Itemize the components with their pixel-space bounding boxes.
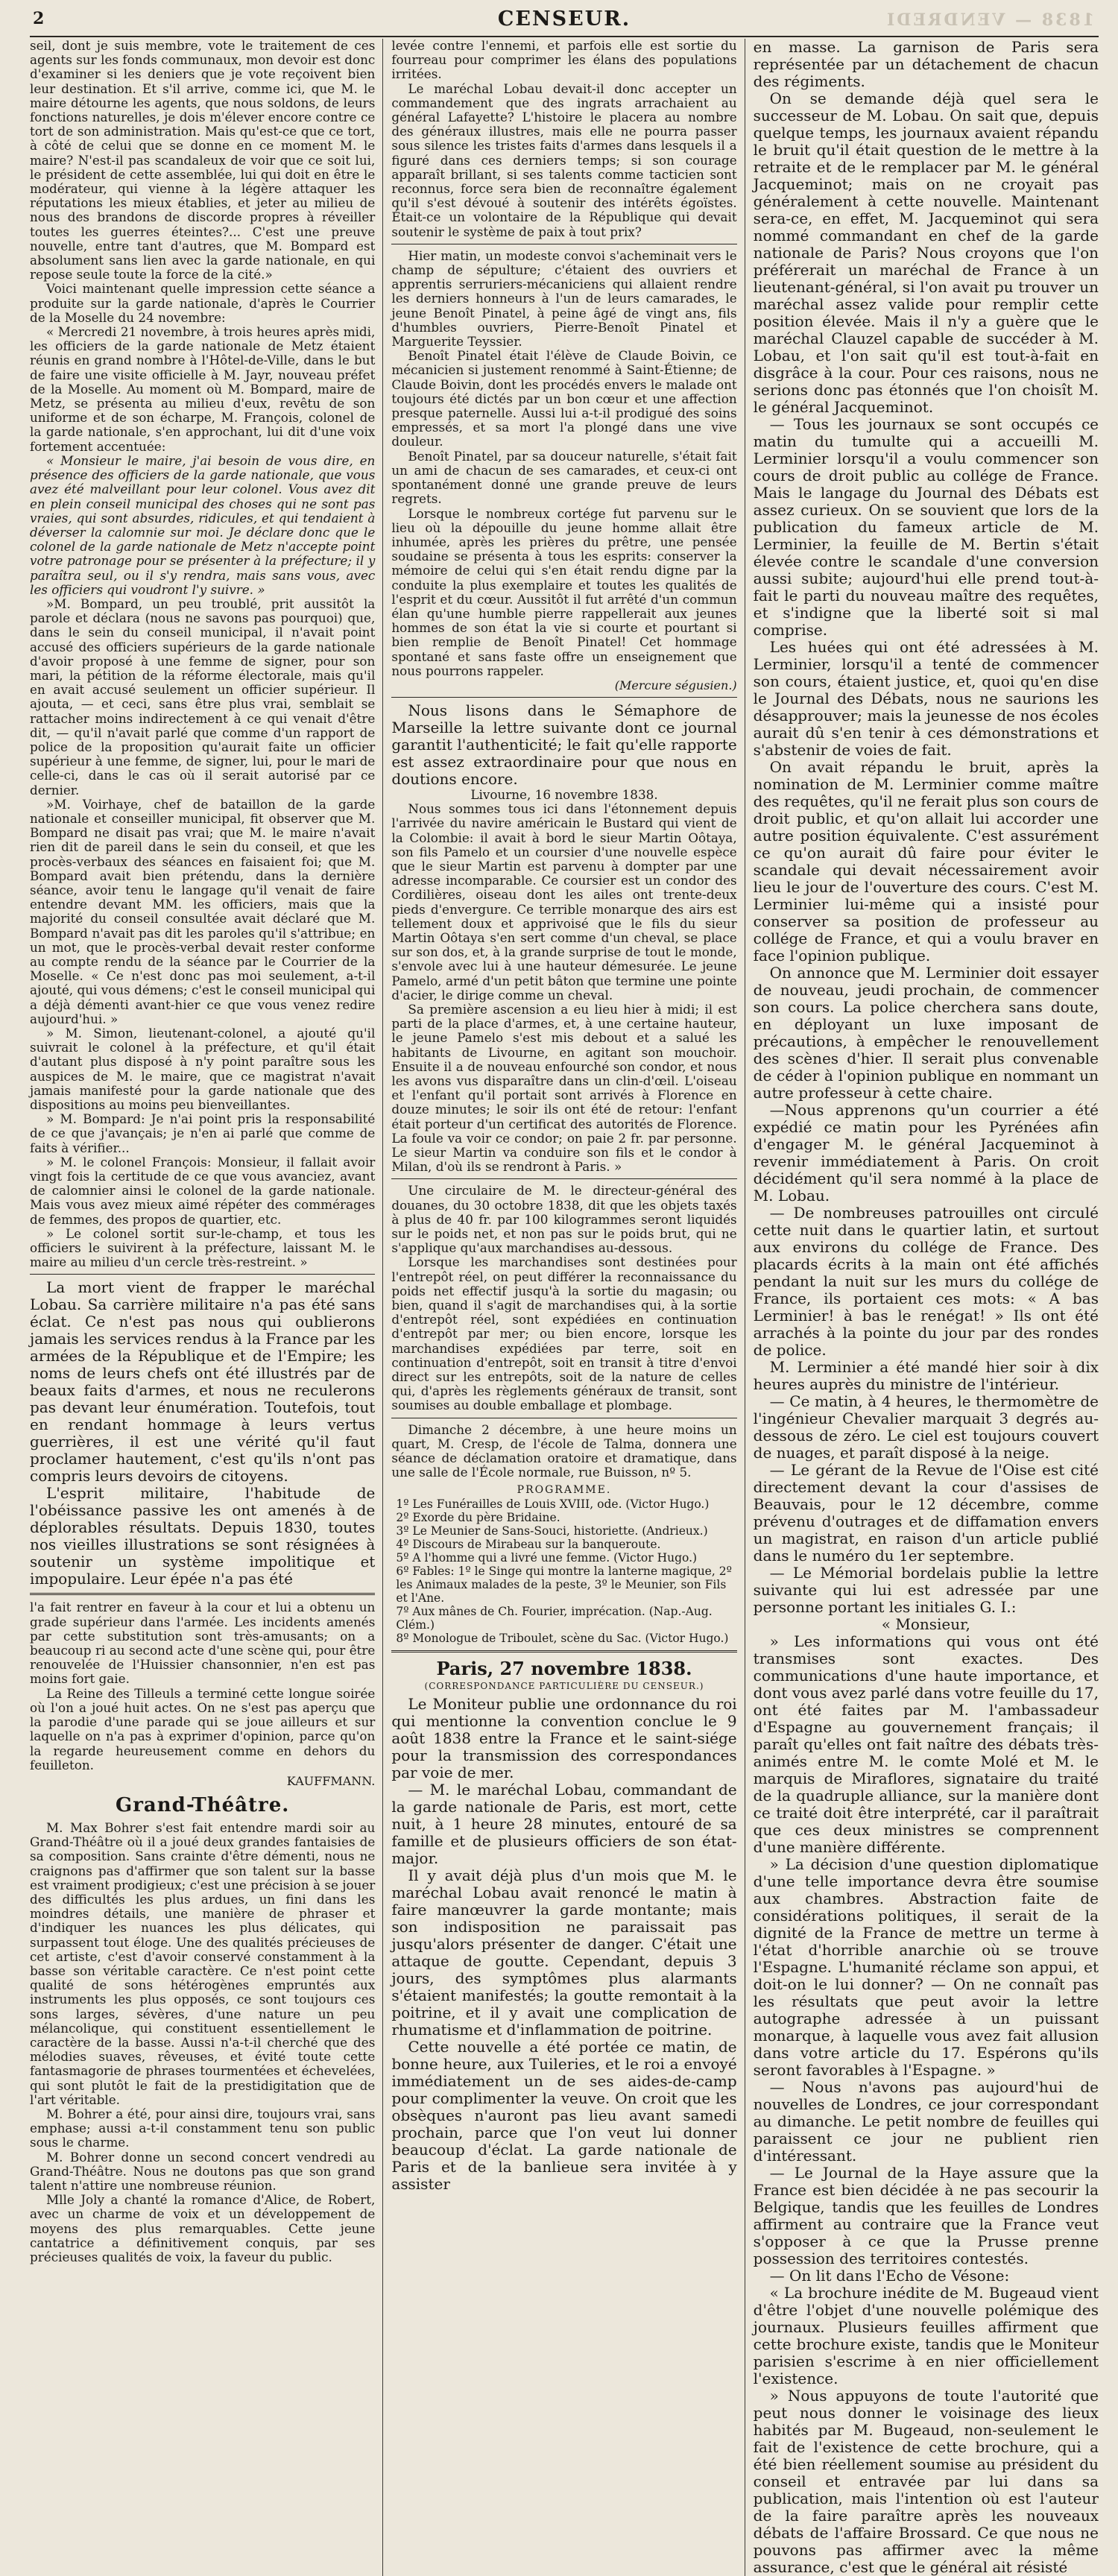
program-item: 1º Les Funérailles de Louis XVIII, ode. (Victor Hugo.): [396, 1497, 710, 1512]
paragraph: Cette nouvelle a été portée ce matin, de bonne heure, aux Tuileries, et le roi a envoyé immédiatement un de ses aides-de-camp pour complimenter la veuve. On croit que les obsèques n'auront pas lieu avant samedi prochain, parce que l'on veut lui donner beaucoup d'éclat. La garde nationale de Paris et de la banlieue sera invitée à y assister: [391, 2038, 737, 2194]
paragraph: Une circulaire de M. le directeur-général des douanes, du 30 octobre 1838, dit que les objets taxés à plus de 40 fr. par 100 kilogrammes seront liquidés sur le poids net, et non pas sur le poids brut, qui ne s'applique qu'aux marchandises au-dessous.: [391, 1183, 737, 1256]
paragraph: — Le Mémorial bordelais publie la lettre suivante qui lui est adressée par une personne portant les initiales G. I.:: [753, 1564, 1099, 1616]
paragraph: — On lit dans l'Echo de Vésone:: [769, 2267, 1010, 2285]
paragraph: Les huées qui ont été adressées à M. Lerminier, lorsqu'il a tenté de commencer son cours, étaient justice, et, quoi qu'en dise le Journal des Débats, nous ne saurions les désapprouver; mais la jeunesse de nos écoles aurait dû s'en tenir à ces démonstrations et s'abstenir de voies de fait.: [753, 638, 1099, 759]
correspondence-subhead: (CORRESPONDANCE PARTICULIÈRE DU CENSEUR.): [424, 1681, 704, 1692]
paragraph: Le maréchal Lobau devait-il donc accepter un commandement que des ingrats arrachaient au général Lafayette? L'histoire le placera au nombre des généraux illustres, mais elle ne pourra passer sous silence les tristes faits d'armes dans lesquels il a figuré dans ces derniers temps; si son courage apparaît brillant, si ses talents comme tacticien sont reconnus, force sera bien de reconnaître également qu'il s'est dévoué à soutenir des intérêts égoïstes. Était-ce un volontaire de la République qui devait soutenir le système de paix à tout prix?: [391, 80, 737, 239]
divider: [391, 1178, 736, 1179]
paragraph: — Le Journal de la Haye assure que la France est bien décidée à ne pas secourir la Belgique, tandis que les feuilles de Londres affirment au contraire que la France veut s'opposer à ce que la Prusse prenne possession des territoires contestés.: [753, 2164, 1099, 2267]
paragraph: — Nous n'avons pas aujourd'hui de nouvelles de Londres, ce jour correspondant au dimanche. Le petit nombre de feuilles qui paraissent ce jour ne publient rien d'intéressant.: [753, 2078, 1099, 2165]
paragraph: »M. Bompard, un peu troublé, prit aussitôt la parole et déclara (nous ne savons pas pourquoi) que, dans le sein du conseil municipal, il n'avait point accusé des officiers supérieurs de la garde nationale d'avoir proposé à une femme de signer, pour son mari, la pétition de la réforme électorale, mais qu'il en avait accusé seulement un officier supérieur. Il ajouta, — et ceci, sans être plus vrai, semblait se rattacher moins indirectement à ce qui venait d'être dit, — qu'il n'avait parlé que comme d'un rapport de police de la proposition qu'aurait faite un officier supérieur à une femme, de signer, lui, pour le mari de celle-ci, dans le cas où il serait autorisé par ce dernier.: [30, 596, 376, 798]
paragraph: On se demande déjà quel sera le successeur de M. Lobau. On sait que, depuis quelque temps, les journaux avaient répandu le bruit qu'il était question de le mettre à la retraite et de le remplacer par M. le général Jacqueminot; mais on ne croyait pas généralement à cette nouvelle. Maintenant sera-ce, en effet, M. Jacqueminot qui sera nommé commandant en chef de la garde nationale de Paris? Nous croyons que l'on préférerait un maréchal de France à un lieutenant-général, si l'on avait pu trouver un maréchal assez valide pour remplir cette position élevée. Mais il n'y a guère que le maréchal Clauzel capable de succéder à M. Lobau, et l'on sait qu'il est tout-à-fait en disgrâce à la cour. Pour ces raisons, nous ne serions donc pas étonnés que l'on choisît M. le général Jacqueminot.: [753, 89, 1099, 416]
program-item: 2º Exorde du père Bridaine.: [396, 1511, 560, 1525]
section-title: Grand-Théâtre.: [116, 1793, 290, 1816]
paragraph: M. Max Bohrer s'est fait entendre mardi soir au Grand-Théâtre où il a joué deux grandes fantaisies de sa composition. Sans crainte d'être démenti, nous ne craignons pas d'affirmer que son talent sur la basse est vraiment prodigieux; c'est une précision à se jouer des difficultés les plus ardues, un fini dans les moindres détails, une manière de phraser et d'indiquer les nuances les plus délicates, qui surpassent tout éloge. Une des qualités précieuses de cet artiste, c'est d'avoir conservé constamment à la basse son véritable caractère. Ce n'est point cette qualité de sons hétérogènes empruntés aux instruments les plus opposés, ce sont toujours ces sons larges, sévères, d'une nature un peu mélancolique, qui constituent essentiellement le caractère de la basse. Aussi n'a-t-il cherché que des mélodies suaves, rêveuses, et évité toute cette fantasmagorie de phrases tourmentées et échevelées, qui sont plutôt le fait de la prestidigitation que de l'art véritable.: [30, 1819, 376, 2107]
columns: [30, 38, 1099, 2576]
paragraph: —Nous apprenons qu'un courrier a été expédié ce matin pour les Pyrénées afin d'engager M. le général Jacqueminot à revenir immédiatement à Paris. On croit décidément qu'il sera nommé à la place de M. Lobau.: [753, 1101, 1099, 1205]
show-through-text: 1838 — VENDREDI: [885, 10, 1094, 30]
paragraph: — De nombreuses patrouilles ont circulé cette nuit dans le quartier latin, et surtout aux environs du collége de France. Des placards écrits à la main ont été affichés pendant la nuit sur les murs du collége de France, ils portaient ces mots: « A bas Lerminier! à bas le renégat! » Ils ont été arrachés à la pointe du jour par des rondes de police.: [753, 1204, 1099, 1359]
paragraph: Sa première ascension a eu lieu hier à midi; il est parti de la place d'armes, et, à une certaine hauteur, le jeune Pamelo s'est mis debout et a salué les habitants de Livourne, en agitant son mouchoir. Ensuite il a de nouveau enfourché son condor, et nous les avons vus disparaître dans un clin-d'œil. L'oiseau et l'enfant qu'il portait sont arrivés à Florence en douze minutes; le soir ils ont été de retour: l'enfant était porteur d'un certificat des autorités de Florence. La foule va voir ce condor; on paie 2 fr. par personne. Le sieur Martin va conduire son fils et le condor à Milan, d'où ils se rendront à Paris. »: [391, 1001, 737, 1175]
paragraph: On avait répandu le bruit, après la nomination de M. Lerminier comme maître des requêtes, qu'il ne ferait plus son cours de droit public, et qu'on allait lui accorder une autre position équivalente. C'est assurément ce qu'on aurait dû faire pour éviter le scandale qui devait nécessairement avoir lieu le jour de l'ouverture des cours. C'est M. Lerminier lui-même qui a insisté pour conserver sa position de professeur au collége de France, et qui a voulu braver en face l'opinion publique.: [753, 758, 1099, 965]
paragraph: Lorsque les marchandises sont destinées pour l'entrepôt réel, on peut différer la reconnaissance du poids net effectif jusqu'à la sortie du magasin; ou bien, quand il s'agit de marchandises qui, à la sortie d'entrepôt réel, sont expédiées en continuation d'entrepôt par mer; ou bien encore, lorsque les marchandises expédiées par terre, soit en continuation d'entrepôt, soit en transit à titre d'envoi direct sur les entrepôts, soit de la nature de celles qui, d'après les règlements généraux de transit, sont soumises au double emballage et plombage.: [391, 1254, 737, 1413]
paragraph: Mlle Joly a chanté la romance d'Alice, de Robert, avec un charme de voix et un développement de moyens des plus remarquables. Cette jeune cantatrice a définitivement conquis, par ses précieuses qualités de voix, la faveur du public.: [30, 2192, 376, 2264]
paragraph: « Mercredi 21 novembre, à trois heures après midi, les officiers de la garde nationale de Metz étaient réunis en grand nombre à l'Hôtel-de-Ville, dans le but de faire une visite officielle à M. Jayr, nouveau préfet de la Moselle. Au moment où M. Bompard, maire de Metz, se présenta au milieu d'eux, revêtu de son uniforme et de son écharpe, M. François, colonel de la garde nationale, s'en approchant, lui dit d'une voix fortement accentuée:: [30, 324, 376, 454]
paragraph: — Le gérant de la Revue de l'Oise est cité directement devant la cour d'assises de Beauvais, pour le 12 décembre, comme prévenu d'outrages et de diffamation envers un magistrat, en raison d'un article publié dans le numéro du 1er septembre.: [753, 1461, 1099, 1565]
program-item: 4º Discours de Mirabeau sur la banqueroute.: [396, 1538, 661, 1552]
paragraph: La Reine des Tilleuls a terminé cette longue soirée où l'on a joué huit actes. On ne s'est pas aperçu que la parodie d'une parade qui se joue ailleurs et sur laquelle on n'a pas à exprimer d'opinion, parce qu'on la regarde heureusement comme en dehors du feuilleton.: [30, 1685, 376, 1772]
paragraph: » Les informations qui vous ont été transmises sont exactes. Des communications d'une haute importance, et dont vous avez parlé dans votre feuille du 17, ont été faites par M. l'ambassadeur d'Espagne au gouvernement français; il paraît qu'elles ont fait naître des débats très-animés entre M. le comte Molé et M. le marquis de Miraflores, signataire du traité de la quadruple alliance, sur la manière dont ce traité doit être interprété, car il paraîtrait que ces deux ministres se comprennent d'une manière différente.: [753, 1632, 1099, 1856]
paragraph: » Le colonel sortit sur-le-champ, et tous les officiers le suivirent à la préfecture, laissant M. le maire au milieu d'un cercle très-restreint. »: [30, 1225, 376, 1270]
paragraph: Lorsque le nombreux cortége fut parvenu sur le lieu où la dépouille du jeune homme allait être inhumée, après les prières du prêtre, une pensée soudaine se présenta à tous les esprits: conserver la mémoire de celui qui s'en était rendu digne par la conduite la plus exemplaire et toutes les qualités de l'esprit et du cœur. Aussitôt il fut arrêté d'un commun élan qu'une humble pierre rappellerait aux jeunes hommes de son état la vie si courte et pourtant si bien remplie de Benoît Pinatel! Cet hommage spontané et sans faste offre un enseignement que nous pourrons rappeler.: [391, 505, 737, 678]
paragraph: — M. le maréchal Lobau, commandant de la garde nationale de Paris, est mort, cette nuit, à 1 heure 28 minutes, entouré de sa famille et de plusieurs officiers de son état-major.: [391, 1781, 737, 1868]
paragraph: Voici maintenant quelle impression cette séance a produite sur la garde nationale, d'après le Courrier de la Moselle du 24 novembre:: [30, 281, 376, 325]
paragraph: » M. Bompard: Je n'ai point pris la responsabilité de ce que j'avançais; je n'en ai parlé que comme de faits à vérifier...: [30, 1111, 376, 1155]
paragraph: » M. le colonel François: Monsieur, il fallait avoir vingt fois la certitude de ce que vous avanciez, avant de calomnier ainsi le colonel de la garde nationale. Mais vous avez mieux aimé répéter des commérages de femmes, des propos de quartier, etc.: [30, 1154, 376, 1227]
letter-salutation: « Monsieur,: [881, 1615, 970, 1633]
program-item: 3º Le Meunier de Sans-Souci, historiette. (Andrieux.): [396, 1524, 708, 1538]
paragraph: — Tous les journaux se sont occupés ce matin du tumulte qui a accueilli M. Lerminier lorsqu'il a voulu commencer son cours de droit public au collége de France. Mais le langage du Journal des Débats est assez curieux. On se souvient que lors de la publication du fameux article de M. Lerminier, la feuille de M. Bertin s'était élevée contre le scandale d'une conversion aussi subite; aujourd'hui elle prend tout-à-fait le parti du nouveau maître des requêtes, et s'indigne que la liberté soit si mal comprise.: [753, 415, 1099, 639]
newspaper-title: CENSEUR.: [497, 7, 631, 31]
program-item: 8º Monologue de Triboulet, scène du Sac. (Victor Hugo.): [396, 1632, 729, 1646]
program-item: 5º A l'homme qui a livré une femme. (Victor Hugo.): [396, 1551, 698, 1565]
paragraph: » M. Simon, lieutenant-colonel, a ajouté qu'il suivrait le colonel à la préfecture, et qu'il était d'autant plus disposé à n'y point paraître sous les auspices de M. le maire, que ce magistrat n'avait jamais manifesté pour la garde nationale que des dispositions au moins peu bienveillantes.: [30, 1026, 376, 1113]
paragraph: On annonce que M. Lerminier doit essayer de nouveau, jeudi prochain, de commencer son cours. La police cherchera sans doute, en déployant un luxe imposant de précautions, à empêcher le renouvellement des scènes d'hier. Il serait plus convenable de céder à l'opinion publique en nommant un autre professeur à cette chaire.: [753, 964, 1099, 1102]
paris-date-heading: Paris, 27 novembre 1838.: [436, 1658, 692, 1680]
column-3: [754, 39, 1099, 2576]
paragraph: M. Bohrer a été, pour ainsi dire, toujours vrai, sans emphase; aussi a-t-il constamment tenu son public sous le charme.: [30, 2106, 376, 2150]
paragraph: « Monsieur le maire, j'ai besoin de vous dire, en présence des officiers de la garde nationale, que vous avez été malveillant pour leur colonel. Vous avez dit en plein conseil municipal des choses qui ne sont pas vraies, qui sont absurdes, ridicules, et qui tendaient à déverser la calomnie sur moi. Je déclare donc que le colonel de la garde nationale de Metz n'accepte point votre patronage pour se présenter à la préfecture; il y paraîtra seul, ou il s'y rendra, mais sans vous, avec les officiers qui voudront l'y suivre. »: [30, 452, 376, 597]
paragraph: La mort vient de frapper le maréchal Lobau. Sa carrière militaire n'a pas été sans éclat. Ce n'est pas nous qui oublierons jamais les services rendus à la France par les armées de la République et de l'Empire; les noms de leurs chefs ont été illustrés par de beaux faits d'armes, et nous ne reculerons pas devant leur énumération. Toutefois, tout en rendant hommage à leurs vertus guerrières, il est une vérité qu'il faut proclamer hautement, c'est qu'ils n'ont pas compris leurs devoirs de citoyens.: [30, 1278, 376, 1486]
paragraph: L'esprit militaire, l'habitude de l'obéissance passive les ont amenés à de déplorables résultats. Depuis 1830, toutes nos vieilles illustrations se sont résignées à soutenir un système impolitique et impopulaire. Leur épée n'a pas été: [30, 1484, 376, 1588]
paragraph: « La brochure inédite de M. Bugeaud vient d'être l'objet d'une nouvelle polémique des journaux. Plusieurs feuilles affirment que cette brochure existe, tandis que le Moniteur parisien s'escrime à en nier officiellement l'existence.: [753, 2284, 1099, 2387]
program-list: [391, 1497, 736, 1645]
program-item: 7º Aux mânes de Ch. Fourier, imprécation. (Nap.-Aug. Clém.): [396, 1605, 713, 1632]
feuilleton-divider: [30, 1593, 375, 1595]
divider: [391, 697, 736, 698]
dateline: Livourne, 16 novembre 1838.: [470, 786, 658, 802]
paragraph: Nous lisons dans le Sémaphore de Marseille la lettre suivante dont ce journal garantit l'authenticité; le fait qu'elle rapporte est assez extraordinaire pour que nous en doutions encore.: [391, 701, 737, 788]
paragraph: » La décision d'une question diplomatique d'une telle importance devra être soumise aux chambres. Abstraction faite de considérations politiques, il serait de la dignité de la France de mettre un terme à l'état d'horrible anarchie où se trouve l'Espagne. L'humanité réclame son appui, et doit-on le lui donner? — On ne connaît pas les résultats que peut avoir la lettre autographe adressée à un puissant monarque, à laquelle vous avez fait allusion dans votre article du 17. Espérons qu'ils seront favorables à l'Espagne. »: [753, 1855, 1099, 2079]
paragraph: seil, dont je suis membre, vote le traitement de ces agents sur les fonds communaux, mon devoir est donc d'examiner si les deniers que je vote reçoivent bien leur destination. Et s'il arrive, comme ici, que M. le maire détourne les agents, que nous soldons, de leurs fonctions naturelles, je dois m'élever encore contre ce tort de son administration. Mais qu'est-ce que ce tort, à côté de celui que se donne en ce moment M. le maire? N'est-il pas scandaleux de voir que ce soit lui, le président de cette assemblée, lui qui doit en être le modérateur, qui vienne à la légère attaquer les réputations les mieux établies, et jeter au milieu de nous des brandons de discorde propres à réveiller toutes les guerres éteintes?... C'est une preuve nouvelle, entre tant d'autres, que M. Bompard est absolument sans lien avec la garde nationale, en qui repose seule toute la force de la cité.»: [30, 38, 376, 282]
source-credit: (Mercure ségusien.): [614, 678, 737, 692]
masthead: [30, 7, 1099, 37]
column-2: [391, 39, 736, 2576]
paragraph: levée contre l'ennemi, et parfois elle est sortie du fourreau pour comprimer les élans des populations irritées.: [391, 38, 737, 82]
paragraph: Benoît Pinatel, par sa douceur naturelle, s'était fait un ami de chacun de ses camarades, et ceux-ci ont spontanément donné une grande preuve de leurs regrets.: [391, 448, 737, 507]
divider: [391, 1650, 736, 1652]
paragraph: Nous sommes tous ici dans l'étonnement depuis l'arrivée du navire américain le Bustard qui vient de la Colombie: il avait à bord le sieur Martin Oôtaya, son fils Pamelo et un coursier d'une nouvelle espèce que le sieur Martin est parvenu à dompter par une adresse incomparable. Ce coursier est un condor des Cordilières, oiseau dont les ailes ont trente-deux pieds d'envergure. Ce terrible monarque des airs est tellement doux et apprivoisé que le fils du sieur Martin Oôtaya s'en sert comme d'un cheval, se place sur son dos, et, à la grande surprise de tout le monde, s'envole avec lui à une hauteur démesurée. Le jeune Pamelo, armé d'un petit bâton que termine une pointe d'acier, le dirige comme un cheval.: [391, 801, 737, 1003]
paragraph: l'a fait rentrer en faveur à la cour et lui a obtenu un grade supérieur dans l'armée. Les incidents amenés par cette substitution sont très-amusants; on a beaucoup ri au second acte d'une scène qui, pour être renouvelée de l'Huissier chansonnier, n'en est pas moins fort gaie.: [30, 1600, 376, 1687]
program-heading: PROGRAMME.: [517, 1484, 612, 1497]
program-item: 6º Fables: 1º le Singe qui montre la lanterne magique, 2º les Animaux malades de la peste, 3º le Meunier, son Fils et l'Ane.: [396, 1565, 732, 1606]
paragraph: Il y avait déjà plus d'un mois que M. le maréchal Lobau avait renoncé le matin à faire manœuvrer la garde montante; mais son indisposition ne paraissait pas jusqu'alors présenter de danger. C'était une attaque de goutte. Cependant, depuis 3 jours, des symptômes plus alarmants s'étaient manifestés; la goutte remontait à la poitrine, et il y avait une complication de rhumatisme et d'inflammation de poitrine.: [391, 1866, 737, 2039]
paragraph: — Ce matin, à 4 heures, le thermomètre de l'ingénieur Chevalier marquait 3 degrés au-dessous de zéro. Le ciel est toujours couvert de nuages, et paraît disposé à la neige.: [753, 1392, 1099, 1462]
divider: [30, 1274, 375, 1275]
paragraph: en masse. La garnison de Paris sera représentée par un détachement de chacun des régiments.: [753, 38, 1099, 90]
paragraph: Dimanche 2 décembre, à une heure moins un quart, M. Cresp, de l'école de Talma, donnera une séance de déclamation oratoire et dramatique, dans une salle de l'École normale, rue Buisson, nº 5.: [391, 1421, 737, 1480]
paragraph: »M. Voirhaye, chef de bataillon de la garde nationale et conseiller municipal, fit observer que M. Bompard ne disait pas vrai; que M. le maire n'avait rien dit de pareil dans le sein du conseil, et que les procès-verbaux des séances en faisaient foi; que M. Bompard avait bien prétendu, dans la dernière séance, avoir tenu le langage qu'il venait de faire entendre devant MM. les officiers, mais que la majorité du conseil consultée avait déclaré que M. Bompard n'avait pas dit les paroles qu'il s'attribue; en un mot, que le procès-verbal devait rester conforme au compte rendu de la séance par le Courrier de la Moselle. « Ce n'est donc pas moi seulement, a-t-il ajouté, qui vous démens; c'est le conseil municipal qui a déjà démenti avant-hier ce que vous venez redire aujourd'hui. »: [30, 796, 376, 1026]
paragraph: Le Moniteur publie une ordonnance du roi qui mentionne la convention conclue le 9 août 1838 entre la France et le saint-siége pour la transmission des correspondances par voie de mer.: [391, 1695, 737, 1782]
column-1: [30, 39, 375, 2576]
paragraph: » Nous appuyons de toute l'autorité que peut nous donner le voisinage des lieux habités par M. Bugeaud, non-seulement le fait de l'existence de cette brochure, qui a été bien réellement soumise au président du conseil et entravée par lui dans sa publication, mais l'intention où est l'auteur de la faire paraître après les nouveaux débats de l'affaire Brossard. Ce que nous ne pouvons pas affirmer avec la même assurance, c'est que le général ait résisté: [753, 2387, 1099, 2576]
page-number: 2: [33, 9, 45, 28]
paragraph: M. Bohrer donne un second concert vendredi au Grand-Théâtre. Nous ne doutons pas que son grand talent n'attire une nombreuse réunion.: [30, 2149, 376, 2193]
paragraph: M. Lerminier a été mandé hier soir à dix heures auprès du ministre de l'intérieur.: [753, 1358, 1099, 1393]
signature: KAUFFMANN.: [286, 1773, 376, 1788]
paragraph: Benoît Pinatel était l'élève de Claude Boivin, ce mécanicien si justement renommé à Saint-Étienne; de Claude Boivin, dont les procédés envers le malade ont toujours été dictés par un bon cœur et une affection presque paternelle. Aussi lui a-t-il prodigué des soins empressés, et sa mort l'a plongé dans une vive douleur.: [391, 348, 737, 449]
paragraph: Hier matin, un modeste convoi s'acheminait vers le champ de sépulture; c'étaient des ouvriers et apprentis serruriers-mécaniciens qui allaient rendre les derniers honneurs à l'un de leurs camarades, le jeune Benoît Pinatel, à peine âgé de vingt ans, fils d'humbles ouvriers, Pierre-Benoît Pinatel et Marguerite Teyssier.: [391, 247, 737, 350]
